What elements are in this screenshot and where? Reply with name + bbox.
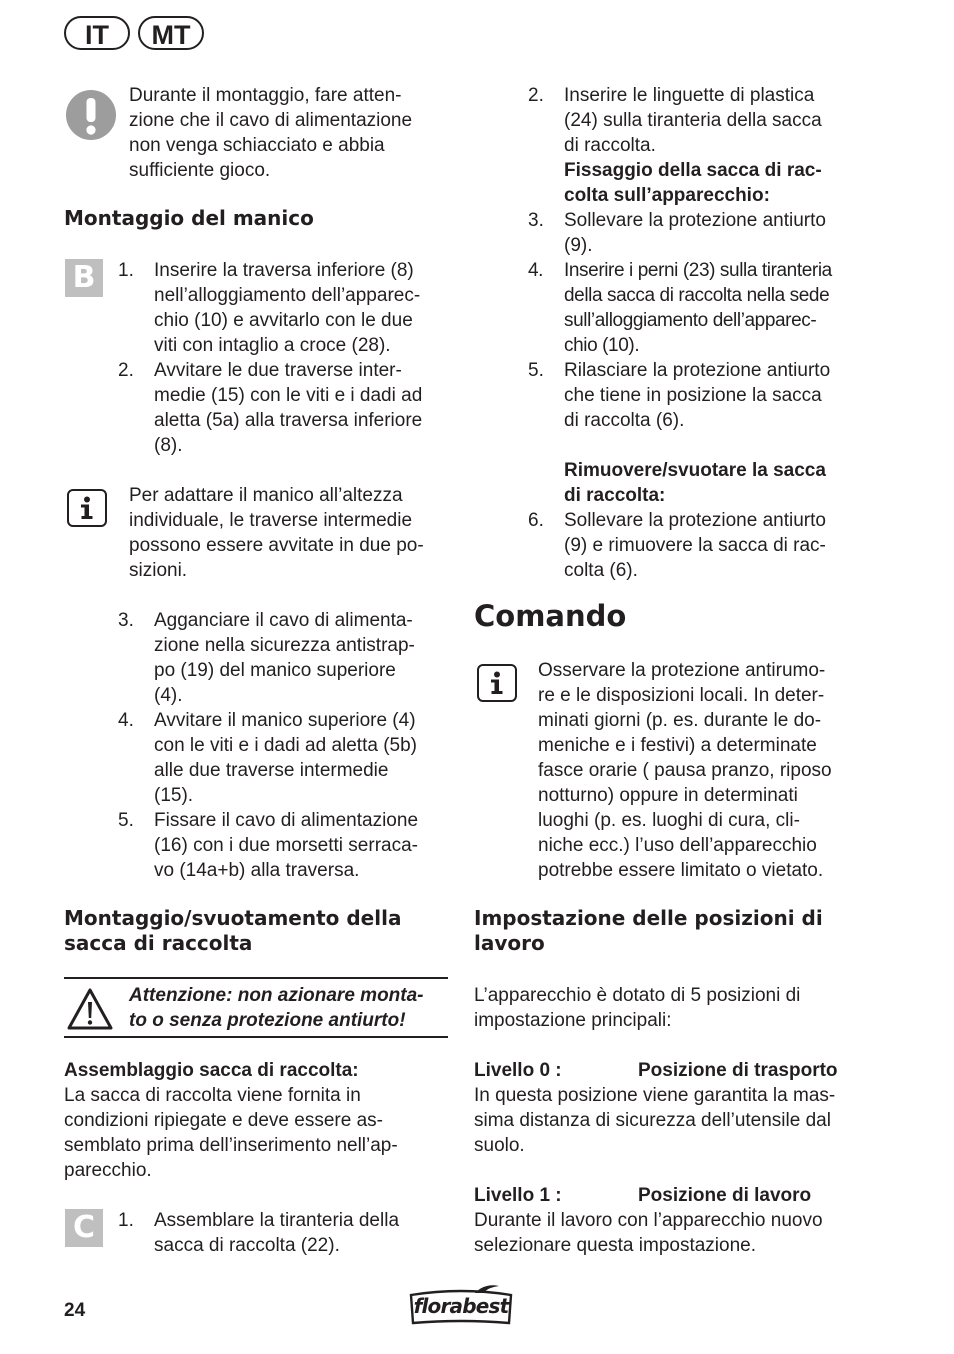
figure-badge-b: B: [65, 259, 103, 297]
list-item: 3. Agganciare il cavo di alimenta- zione nella sicurezza antistrap- po (19) del manico superiore (4).: [118, 610, 415, 706]
figure-badge-c: C: [65, 1209, 103, 1247]
level-1-name: Posizione di lavoro: [638, 1185, 812, 1206]
assembly-title: Assemblaggio sacca di raccolta:: [64, 1060, 359, 1081]
heading-sacca-raccolta: Montaggio/svuotamento della sacca di raccolta: [64, 906, 402, 955]
level-1-label: Livello 1 :: [474, 1185, 562, 1206]
list-item: 2. Inserire le linguette di plastica (24) sulla tiranteria della sacca di raccolta.: [528, 85, 822, 156]
list-item: 3. Sollevare la protezione antiurto (9).: [528, 210, 826, 256]
positions-intro: L’apparecchio è dotato di 5 posizioni di impostazione principali:: [474, 985, 801, 1031]
info-icon: [477, 664, 517, 702]
list-item: 4. Inserire i perni (23) sulla tiranteria della sacca di raccolta nella sede sull’alloggiamento dell’apparec- chio (10).: [528, 260, 832, 356]
steps-right-top: [474, 83, 874, 583]
warning-triangle-icon: [66, 987, 114, 1031]
noise-note: Osservare la protezione antirumo- re e le disposizioni locali. In deter- minati giorni (p. es. durante le do- meniche e i festivi) a determinate fasce orarie ( pausa pranzo, riposo notturno) oppure in determinati luoghi (p. es. luoghi di cura, cli- niche ecc.) l’uso dell’apparecchio potrebbe essere limitato o vietato.: [538, 660, 832, 881]
level-1: Livello 1 : Posizione di lavoro Durante il lavoro con l’apparecchio nuovo selezionare questa impostazione.: [474, 1185, 823, 1256]
logo-text: florabest: [413, 1294, 509, 1318]
list-item: 5. Fissare il cavo di alimentazione (16) con i due morsetti serraca- vo (14a+b) alla traversa.: [118, 810, 419, 881]
exclamation-icon: [66, 90, 116, 140]
list-item: 1. Inserire la traversa inferiore (8) nell’alloggiamento dell’apparec- chio (10) e avvitarlo con le due viti con intaglio a croce (28).: [118, 260, 421, 356]
level-0-name: Posizione di trasporto: [638, 1060, 838, 1081]
info-note-manico: Per adattare il manico all’altezza individuale, le traverse intermedie possono essere avvitate in due po- sizioni.: [129, 485, 424, 581]
list-item: 6. Sollevare la protezione antiurto (9) e rimuovere la sacca di rac- colta (6).: [528, 510, 826, 581]
page-number: 24: [64, 1300, 86, 1321]
steps-list-a: [64, 258, 464, 458]
lang-pill-it: IT: [64, 16, 130, 50]
caution-note: Attenzione: non azionare monta- to o senza protezione antiurto!: [129, 985, 424, 1031]
warning-note: Durante il montaggio, fare atten- zione che il cavo di alimentazione non venga schiacciato e abbia sufficiente gioco.: [129, 85, 413, 181]
divider-bottom: [64, 1036, 448, 1038]
remove-title: Rimuovere/svuotare la sacca di raccolta:: [564, 460, 826, 506]
list-item: 4. Avvitare il manico superiore (4) con le viti e i dadi ad aletta (5b) alle due traverse intermedie (15).: [118, 710, 417, 806]
heading-comando: Comando: [474, 599, 627, 633]
lang-pill-mt: MT: [138, 16, 204, 50]
heading-montaggio-manico: Montaggio del manico: [64, 206, 314, 230]
fix-title: Fissaggio della sacca di rac- colta sull’apparecchio:: [564, 160, 822, 206]
steps-list-b: [64, 608, 464, 883]
level-0-label: Livello 0 :: [474, 1060, 562, 1081]
florabest-logo: [405, 1283, 517, 1327]
list-item: 5. Rilasciare la protezione antiurto che tiene in posizione la sacca di raccolta (6).: [528, 360, 831, 431]
list-item: 2. Avvitare le due traverse inter- medie (15) con le viti e i dadi ad aletta (5a) alla traversa inferiore (8).: [118, 360, 423, 456]
level-0: Livello 0 : Posizione di trasporto In questa posizione viene garantita la mas- sima distanza di sicurezza dell’utensile dal suolo.: [474, 1060, 838, 1156]
assembly-section: Assemblaggio sacca di raccolta: La sacca di raccolta viene fornita in condizioni ripiegate e deve essere as- semblato prima dell’inserimento nell’ap- parecchio.: [64, 1058, 464, 1183]
info-icon: [67, 489, 107, 527]
steps-list-c: [64, 1208, 464, 1258]
heading-positions: Impostazione delle posizioni di lavoro: [474, 906, 823, 955]
divider-top: [64, 977, 448, 979]
list-item: 1. Assemblare la tiranteria della sacca di raccolta (22).: [118, 1210, 400, 1256]
